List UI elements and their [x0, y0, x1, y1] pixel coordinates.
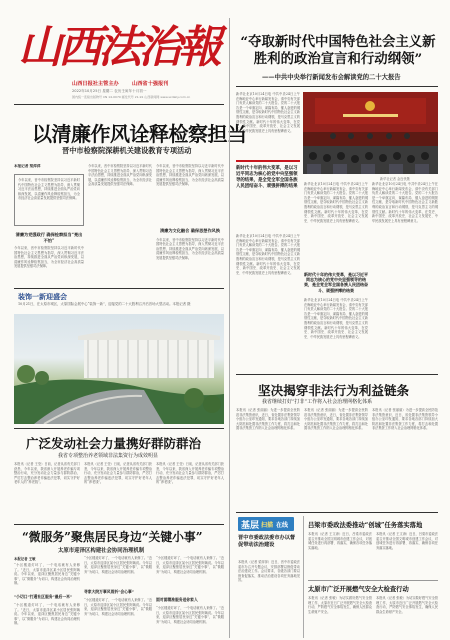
photo-feature-caption: 10月21日，在太原市城区，太原国际会展中心“装饰一新”，迎接党的二十大胜利召开后首场大型活动。本报记者 摄	[18, 302, 191, 306]
masthead-slogan-1: 山西日报社主管主办	[72, 81, 119, 87]
grassroots-headline: 晋中市委政法委市办以督促带动法治建设	[238, 535, 296, 548]
grassroots-badge	[238, 517, 294, 531]
guangfan-subhead: 我省专项整治养老领域非法集资行为成效明显	[58, 453, 159, 459]
microservice-body-3: “小区楼道灯坏了，一个电话就有人来修了。”近日，太原市迎泽区某小区居民张阿姨说。今年以来，迎泽区聚焦居民身边“关键小事”，以“微服务”为切口，构建社会协同治理机制。	[156, 556, 224, 574]
vertical-divider	[229, 18, 230, 638]
divider	[236, 86, 438, 87]
masthead-info: 2022年10月25日 星期二 农历壬寅年十月初一	[72, 89, 147, 93]
microservice-byline: 本报记者 王敏	[14, 557, 36, 561]
guangfan-headline: 广泛发动社会力量携好群防群治	[26, 436, 202, 451]
microservice-body-1b: “小区楼道灯坏了，一个电话就有人来修了。”近日，太原市迎泽区某小区居民张阿姨说。今年以来，迎泽区聚焦居民身边“关键小事”，以“微服务”为切口，构建社会协同治理机制。	[14, 603, 80, 626]
party-congress-headline: “夺取新时代中国特色社会主义新胜利的政治宣言和行动纲领”	[240, 34, 436, 67]
microservice-headline: “微服务”聚焦居民身边“关键小事”	[22, 530, 203, 544]
anticorruption-box	[14, 174, 84, 226]
anticorruption-sub2: 清廉为文化融合 确保思想作风换	[159, 228, 221, 233]
anticorruption-byline: 本报记者 梁萍萍	[14, 164, 41, 168]
luliang-headline: 吕梁市委政法委推动“创城”任务落实落地	[308, 522, 423, 529]
anticorruption-col-1	[14, 164, 84, 284]
anticorruption-col3-body-2: 今年以来，晋中市检察院坚持以习近平新时代中国特色社会主义思想为指导，深入贯彻习近平法治思想，持续推进全面从严治党向纵深发展，以清廉作风诠释检察担当，为全市经济社会高质量发展提供坚强司法保障。	[156, 237, 224, 260]
microservice-body-2: “小区楼道灯坏了，一个电话就有人来修了。”近日，太原市迎泽区某小区居民张阿姨说。今年以来，迎泽区聚焦居民身边“关键小事”，以“微服务”为切口，构建社会协同治理机制。	[84, 556, 152, 574]
illegal-finance-col-3: 本报讯（记者 张丽丽）为进一步提高全民防范非法集资意识，近日，省处置非法集资领导小组办公室印发通知，要求各地各部门持续加大防范和处置非法集资工作力度，将打击和处置非法集资工作纳入社会治理网格化体系。	[372, 408, 438, 431]
divider	[14, 288, 224, 289]
taiyuan-col-2: 本报讯（记者 张敏）为切实做好燃气安全管理工作，太原市近日广泛开展燃气安全大检查行动，严防燃气安全事故发生，确保人民群众生命财产安全。	[376, 596, 438, 614]
anticorruption-box-text: 今年以来，晋中市检察院坚持以习近平新时代中国特色社会主义思想为指导，深入贯彻习近平法治思想，持续推进全面从严治党向纵深发展，以清廉作风诠释检察担当，为全市经济社会高质量发展提供坚强司法保障。	[18, 178, 80, 201]
press-conference-photo	[303, 92, 438, 174]
grassroots-badge-sub: 扫描	[261, 522, 274, 529]
taiyuan-col-1: 本报讯（记者 张敏）为切实做好燃气安全管理工作，太原市近日广泛开展燃气安全大检查行动，严防燃气安全事故发生，确保人民群众生命财产安全。	[308, 596, 372, 614]
party-congress-col-2a: 新华社北京10月24日电 中共中央24日上午在梅地亚中心举行新闻发布会，请中央有关部门负责人解读党的二十大报告。党的二十大报告是一个举旗定向、谋篇布局、催人奋进的纲领性文献，是夺取新时代中国特色社会主义新胜利的政治宣言和行动纲领，是马克思主义的纲领性文献。新时代十年的伟大变革，在党史、新中国史、改革开放史、社会主义发展史、中华民族发展史上具有里程碑意义。	[304, 182, 368, 223]
party-congress-inset-title	[304, 272, 368, 293]
photo-feature-label: 装饰一新迎盛会	[18, 292, 67, 301]
party-congress-pullquote	[236, 160, 300, 230]
microservice-sub3: 面对面精准服务送你家人	[156, 597, 198, 602]
anticorruption-col3-body: 今年以来，晋中市检察院坚持以习近平新时代中国特色社会主义思想为指导，深入贯彻习近平法治思想，持续推进全面从严治党向纵深发展，以清廉作风诠释检察担当，为全市经济社会高质量发展提供坚强司法保障。	[156, 164, 224, 187]
luliang-col-1: 本报讯（记者 王文涛）近日，吕梁市委政法委召开推动全国文明城市创建工作会议，对创城任务进行再部署、再落实，确保各项任务落实落地。	[308, 532, 372, 550]
press-conference-illustration	[303, 92, 438, 174]
inset-title-text: 新时代十年的伟大变革，是以习近平同志为核心的党中央坚强领导的结果，是全党全军全国各族人民团结奋斗、顽强拼搏的结果	[304, 272, 368, 293]
party-congress-subhead: ——中共中央举行新闻发布会解读党的二十大报告	[262, 74, 401, 81]
microservice-sub2: 寻家大院万事风雨折“会心事”	[84, 589, 134, 594]
divider	[14, 428, 224, 429]
illegal-finance-subhead: 我省继续打好“打非”工作将入社会治理网格化体系	[262, 399, 373, 405]
divider	[308, 580, 438, 581]
anticorruption-col1-body: 今年以来，晋中市检察院坚持以习近平新时代中国特色社会主义思想为指导，深入贯彻习近平法治思想，持续推进全面从严治党向纵深发展，以清廉作风诠释检察担当，为全市经济社会高质量发展提供坚强司法保障。	[14, 246, 84, 269]
microservice-body-2b: “小区楼道灯坏了，一个电话就有人来修了。”近日，太原市迎泽区某小区居民张阿姨说。今年以来，迎泽区聚焦居民身边“关键小事”，以“微服务”为切口，构建社会协同治理机制。	[84, 598, 152, 616]
microservice-col-2	[84, 556, 152, 640]
vertical-divider	[303, 516, 304, 638]
illegal-finance-headline: 坚决揭穿非法行为利益链条	[258, 383, 410, 398]
grassroots-badge-main: 基层	[241, 521, 260, 531]
microservice-body-3b: “小区楼道灯坏了，一个电话就有人来修了。”近日，太原市迎泽区某小区居民张阿姨说。今年以来，迎泽区聚焦居民身边“关键小事”，以“微服务”为切口，构建社会协同治理机制。	[156, 606, 224, 624]
divider	[14, 524, 224, 525]
microservice-sub1: “小切口”打通社区服务“最后一米”	[14, 594, 73, 599]
anticorruption-subhead: 晋中市检察院深耕机关建设教育专项活动	[62, 146, 192, 155]
guangfan-col-3: 本报讯（记者 王莹）日前，记者从省有关部门获悉，今年以来，我省深入开展养老诈骗专项整治行动，充分发动社会力量参与群防群治，严厉打击整治养老诈骗违法犯罪，切实守护好老年人的“养老钱”。	[156, 462, 224, 485]
masthead-slogan-2: 山西省十强报刊	[132, 81, 169, 87]
photo-feature	[14, 292, 224, 424]
party-congress-col-2b: 新华社北京10月24日电 中共中央24日上午在梅地亚中心举行新闻发布会，请中央有关部门负责人解读党的二十大报告。党的二十大报告是一个举旗定向、谋篇布局、催人奋进的纲领性文献，是夺取新时代中国特色社会主义新胜利的政治宣言和行动纲领，是马克思主义的纲领性文献。新时代十年的伟大变革，在党史、新中国史、改革开放史、社会主义发展史、中华民族发展史上具有里程碑意义。	[304, 298, 368, 339]
grassroots-badge-tail: 在线	[276, 522, 289, 529]
divider	[236, 512, 438, 513]
party-congress-col-1b: 新华社北京10月24日电 中共中央24日上午在梅地亚中心举行新闻发布会，请中央有关部门负责人解读党的二十大报告。党的二十大报告是一个举旗定向、谋篇布局、催人奋进的纲领性文献，是夺取新时代中国特色社会主义新胜利的政治宣言和行动纲领，是马克思主义的纲领性文献。新时代十年的伟大变革，在党史、新中国史、改革开放史、社会主义发展史、中华民族发展史上具有里程碑意义。	[236, 234, 300, 275]
press-conference-caption: 新华社记者 金良快摄	[380, 177, 410, 181]
building-illustration	[14, 314, 224, 424]
illegal-finance-col-2: 本报讯（记者 张丽丽）为进一步提高全民防范非法集资意识，近日，省处置非法集资领导小组办公室印发通知，要求各地各部门持续加大防范和处置非法集资工作力度，将打击和处置非法集资工作纳入社会治理网格化体系。	[304, 408, 368, 431]
microservice-col-3	[156, 556, 224, 640]
guangfan-col-1: 本报讯（记者 王莹）日前，记者从省有关部门获悉，今年以来，我省深入开展养老诈骗专项整治行动，充分发动社会力量参与群防群治，严厉打击整治养老诈骗违法犯罪，切实守护好老年人的“养老钱”。	[14, 462, 80, 485]
microservice-col-1	[14, 556, 80, 640]
divider	[236, 374, 438, 375]
divider	[14, 104, 224, 105]
anticorruption-col-3	[156, 164, 224, 284]
anticorruption-sub1: 清廉为党强政行 确保检察担当“亮出不怕”	[15, 232, 83, 243]
party-congress-col-1a: 新华社北京10月24日电 中共中央24日上午在梅地亚中心举行新闻发布会，请中央有关部门负责人解读党的二十大报告。党的二十大报告是一个举旗定向、谋篇布局、催人奋进的纲领性文献，是夺取新时代中国特色社会主义新胜利的政治宣言和行动纲领，是马克思主义的纲领性文献。新时代十年的伟大变革，在党史、新中国史、改革开放史、社会主义发展史、中华民族发展史上具有里程碑意义。	[236, 92, 300, 133]
masthead-title: 山西法治報	[18, 22, 218, 73]
anticorruption-headline: 以清廉作风诠释检察担当	[32, 122, 247, 146]
party-congress-col-3: 新华社北京10月24日电 中共中央24日上午在梅地亚中心举行新闻发布会，请中央有关部门负责人解读党的二十大报告。党的二十大报告是一个举旗定向、谋篇布局、催人奋进的纲领性文献，是夺取新时代中国特色社会主义新胜利的政治宣言和行动纲领，是马克思主义的纲领性文献。新时代十年的伟大变革，在党史、新中国史、改革开放史、社会主义发展史、中华民族发展史上具有里程碑意义。	[372, 182, 438, 223]
masthead-meta: 国内统一连续出版物号 CN 14-0070 邮发代号 21-91 山西新闻网 www.sxdaily.com.cn	[72, 95, 191, 99]
grassroots-body: 本报讯（记者 梁萍萍）近日，晋中市委政法委市办召开专题会议，安排部署以督促带动法治建设工作。会议要求，各级各部门要以督查促落实，推动法治建设各项任务落地见效。	[238, 560, 300, 583]
anticorruption-col-2: 今年以来，晋中市检察院坚持以习近平新时代中国特色社会主义思想为指导，深入贯彻习近平法治思想，持续推进全面从严治党向纵深发展，以清廉作风诠释检察担当，为全市经济社会高质量发展提供坚强司法保障。	[88, 164, 152, 187]
taiyuan-headline: 太原市广泛开展燃气安全大检查行动	[308, 586, 409, 593]
luliang-col-2: 本报讯（记者 王文涛）近日，吕梁市委政法委召开推动全国文明城市创建工作会议，对创城任务进行再部署、再落实，确保各项任务落实落地。	[376, 532, 438, 550]
pullquote-text: 新时代十年的伟大变革，是以习近平同志为核心的党中央坚强领导的结果，是全党全军全国各族人民团结奋斗、顽强拼搏的结果	[236, 166, 298, 189]
convention-center-photo	[14, 314, 224, 424]
illegal-finance-col-1: 本报讯（记者 张丽丽）为进一步提高全民防范非法集资意识，近日，省处置非法集资领导小组办公室印发通知，要求各地各部门持续加大防范和处置非法集资工作力度，将打击和处置非法集资工作纳入社会治理网格化体系。	[236, 408, 300, 431]
guangfan-col-2: 本报讯（记者 王莹）日前，记者从省有关部门获悉，今年以来，我省深入开展养老诈骗专项整治行动，充分发动社会力量参与群防群治，严厉打击整治养老诈骗违法犯罪，切实守护好老年人的“养老钱”。	[84, 462, 152, 485]
microservice-subhead: 太原市迎泽区构建社会协同治理机制	[58, 548, 145, 554]
microservice-body-1: “小区楼道灯坏了，一个电话就有人来修了。”近日，太原市迎泽区某小区居民张阿姨说。今年以来，迎泽区聚焦居民身边“关键小事”，以“微服务”为切口，构建社会协同治理机制。	[14, 563, 80, 586]
